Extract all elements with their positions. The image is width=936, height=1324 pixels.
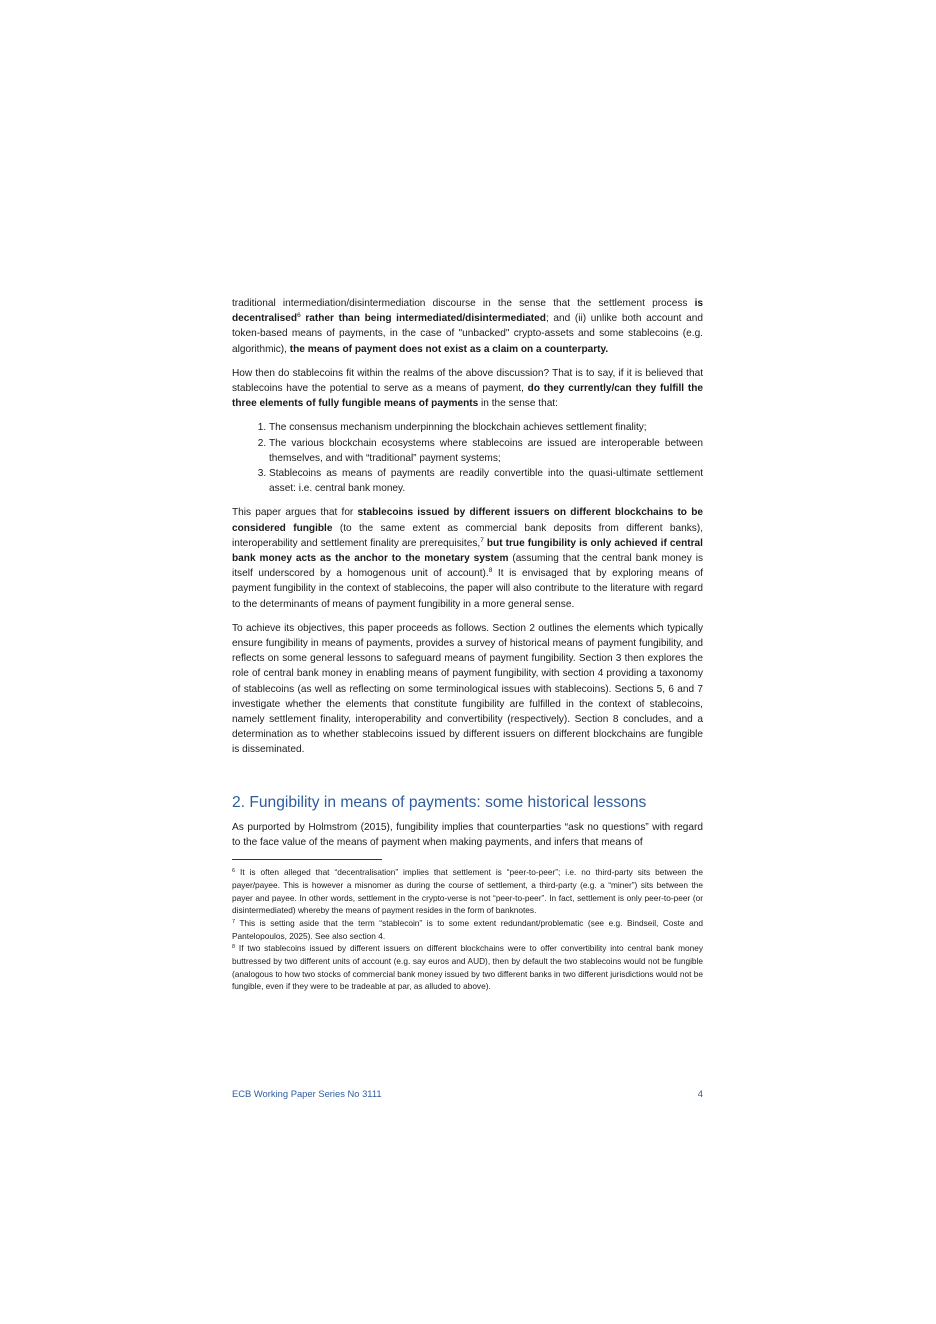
footnote-7: $^7$ This is setting aside that the term “stablecoin” is to some extent redundant/problematic (see e.g. Bindseil, Coste and Pantelopoulos, 2025). See also section 4. — [232, 917, 703, 941]
page-footer — [232, 1088, 703, 1099]
paragraph-4: To achieve its objectives, this paper proceeds as follows. Section 2 outlines the elements which typically ensure fungibility in means of payments, provides a survey of historical means of payment fungibility, and reflects on some general lessons to safeguard means of payment fungibility. Section 3 then explores the role of central bank money in enabling means of payment fungibility, with section 4 providing a taxonomy of stablecoins (as well as reflecting on some terminological issues with stablecoins). Sections 5, 6 and 7 investigate whether the elements that constitute fungibility are fulfilled in the context of stablecoins, namely settlement finality, interoperability and convertibility (respectively). Section 8 concludes, and a determination as to whether stablecoins issued by different issuers on different blockchains are fungible is disseminated. — [232, 622, 703, 756]
list-item: 1. The consensus mechanism underpinning the blockchain achieves settlement finality; — [269, 420, 703, 435]
paragraph-5: As purported by Holmstrom (2015), fungibility implies that counterparties “ask no questions” with regard to the face value of the means of payment when making payments, and infers that means of — [232, 821, 703, 848]
footnote-ref-6: 6 — [297, 312, 301, 320]
list-item: 3. Stablecoins as means of payments are readily convertible into the quasi-ultimate settlement asset: i.e. central bank money. — [269, 466, 703, 496]
section-heading: 2. Fungibility in means of payments: some historical lessons — [232, 793, 647, 811]
series-label: ECB Working Paper Series No 3111 — [232, 1088, 382, 1099]
paragraph-2: How then do stablecoins fit within the realms of the above discussion? That is to say, if it is believed that stablecoins have the potential to serve as a means of payment, do they currently/can they fulfill the three elements of fully fungible means of payments in the sense that: — [232, 367, 704, 410]
footnote-6: $^6$ It is often alleged that “decentralisation” implies that settlement is “peer-to-peer”; i.e. no third-party sits between the payer/payee. This is however a misnomer as during the course of settlement, a third-party (e.g. a “miner”) sits between the payer and payee. In other words, settlement in the crypto-verse is not “peer-to-peer”. In fact, settlement is only peer-to-peer (or disintermediated) whereby the means of payment resides in the form of banknotes. — [232, 867, 703, 916]
footnote-ref-8: 8 — [488, 567, 493, 575]
elements-list — [232, 420, 703, 496]
footnote-ref-7: 7 — [480, 536, 484, 544]
paragraph-3: This paper argues that for stablecoins issued by different issuers on different blockchains to be considered fungible (to the same extent as commercial bank deposits from different banks), interoperability and settlement finality are prerequisites,$^7$ but true fungibility is only achieved if central bank money acts as the anchor to the monetary system (assuming that the central bank money is itself underscored by a homogenous unit of account).$^8$ It is envisaged that by exploring means of payment fungibility in the context of stablecoins, the paper will also contribute to the literature with regard to the determinants of means of payment fungibility in a more general sense. — [232, 507, 704, 610]
footnote-divider — [232, 859, 382, 860]
list-item: 2. The various blockchain ecosystems where stablecoins are issued are interoperable between themselves, and with “traditional” payment systems; — [269, 436, 703, 466]
paragraph-1: traditional intermediation/disintermediation discourse in the sense that the settlement process is decentralised$^6$ rather than being intermediated/disintermediated; and (ii) unlike both account and token-based means of payments, in the case of "unbacked" crypto-assets and some stablecoins (e.g. algorithmic), the means of payment does not exist as a claim on a counterparty. — [232, 298, 703, 355]
page-body — [232, 296, 703, 993]
footnote-8: $^8$ If two stablecoins issued by different issuers on different blockchains were to offer convertibility into central bank money buttressed by two different units of account (e.g. say euros and AUD), then by default the two stablecoins would not be fungible (analogous to how two stocks of commercial bank money issued by two different banks in two different jurisdictions would not be fungible, even if they were to be tradeable at par, as alluded to above). — [232, 943, 703, 992]
page-number: 4 — [697, 1088, 703, 1099]
